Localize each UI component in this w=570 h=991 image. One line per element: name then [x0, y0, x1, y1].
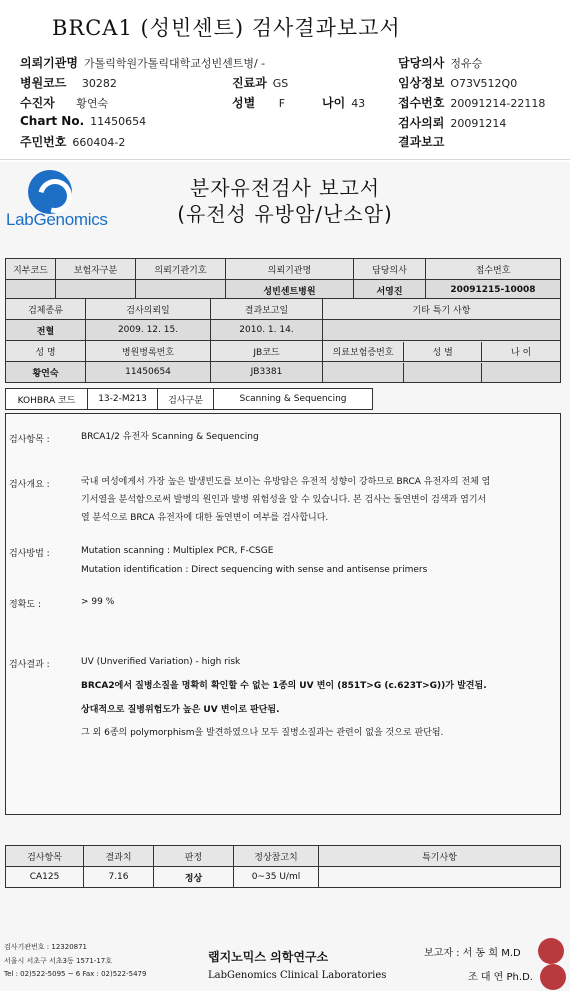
table-row: 황연숙 11450654 JB3381 — [6, 362, 561, 383]
report-subtitle: (유전성 유방암/난소암) — [177, 202, 393, 226]
table-row: 성빈센트병원 서영진 20091215-10008 — [6, 280, 561, 301]
lab-name-en: LabGenomics Clinical Laboratories — [208, 970, 387, 981]
table-row: 지부코드 보험자구분 의뢰기관기호 의뢰기관명 담당의사 접수번호 — [6, 259, 561, 280]
result-line-1: UV (Unverified Variation) - high risk — [81, 657, 241, 667]
result-line-4: 그 외 6종의 polymorphism을 발견하였으나 모두 질병소질과는 관련이 없을 것으로 판단됨. — [81, 728, 444, 738]
lab-phone: Tel : 02)522-5095 ~ 6 Fax : 02)522-5479 — [4, 970, 147, 978]
field-age: 나이 43 — [322, 96, 366, 110]
field-sex: 성별 F — [232, 96, 286, 110]
page-title: BRCA1 (성빈센트) 검사결과보고서 — [52, 16, 401, 40]
logo-text: LabGenomics — [6, 210, 108, 229]
field-clinical-info: 임상정보 O73V512Q0 — [398, 76, 518, 90]
field-result-report: 결과보고 — [398, 135, 445, 149]
report-header — [0, 0, 570, 160]
field-request-date: 검사의뢰 20091214 — [398, 116, 507, 130]
report-title: 분자유전검사 보고서 — [189, 176, 381, 200]
table-row: KOHBRA 코드 13-2-M213 검사구분 Scanning & Sequencing — [6, 389, 373, 410]
table-row: 검체종류 검사의뢰일 결과보고일 기타 특기 사항 — [6, 299, 561, 320]
result-label: 검사결과 : — [9, 660, 50, 670]
field-chart-no: Chart No. 11450654 — [20, 114, 147, 128]
method-line-2: Mutation identification : Direct sequencing with sense and antisense primers — [81, 565, 428, 575]
overview-line-1: 국내 여성에게서 가장 높은 발생빈도를 보이는 유방암은 유전적 성향이 강하므로 BRCA 유전자의 전체 염 — [81, 477, 491, 487]
method-line-1: Mutation scanning : Multiplex PCR, F-CSGE — [81, 546, 274, 556]
test-item-label: 검사항목 : — [9, 435, 50, 445]
table-row: CA125 7.16 정상 0~35 U/ml — [6, 867, 561, 888]
field-receipt-no: 접수번호 20091214-22118 — [398, 96, 546, 110]
reporter-signature: 보고자 : 서 동 희 M.D — [424, 948, 521, 959]
lab-license-no: 검사기관번호 : 12320871 — [4, 943, 88, 951]
labgenomics-logo — [6, 168, 108, 238]
table-row: 검사항목 결과치 판정 정상참고치 특기사항 — [6, 846, 561, 867]
result-line-3: 상대적으로 질병위험도가 높은 UV 변이로 판단됨. — [81, 705, 280, 715]
specimen-table — [5, 298, 561, 383]
table-row: 성 명 병원병록번호 JB코드 의료보험증번호 성 별 나 이 — [6, 341, 561, 362]
logo-icon — [28, 170, 72, 214]
field-department: 진료과 GS — [232, 76, 289, 90]
info-table — [5, 258, 561, 301]
test-item-text: BRCA1/2 유전자 Scanning & Sequencing — [81, 432, 259, 442]
accuracy-label: 정확도 : — [9, 600, 41, 610]
table-row: 전혈 2009. 12. 15. 2010. 1. 14. — [6, 320, 561, 341]
field-hospital-code: 병원코드 30282 — [20, 76, 117, 90]
director-signature: 조 대 연 Ph.D. — [468, 972, 533, 983]
result-line-2: BRCA2에서 질병소질을 명확히 확인할 수 없는 1종의 UV 변이 (851T>G (c.623T>G))가 발견됨. — [81, 681, 487, 691]
overview-label: 검사개요 : — [9, 480, 50, 490]
field-patient: 수진자 황연숙 — [20, 96, 109, 110]
ca125-table — [5, 845, 561, 888]
kohbra-table — [5, 388, 373, 410]
overview-line-2: 기서열을 분석함으로써 발병의 원인과 발병 위험성을 알 수 있습니다. 본 검사는 돌연변이 검색과 염기서 — [81, 495, 487, 505]
seal-stamp-icon-2 — [540, 964, 566, 990]
lab-address: 서울시 서초구 서초3동 1571-17호 — [4, 957, 112, 965]
lab-name: 랩지노믹스 의학연구소 — [208, 950, 329, 964]
field-institution: 의뢰기관명 가톨릭학원가톨릭대학교성빈센트병/ - — [20, 56, 266, 70]
seal-stamp-icon — [538, 938, 564, 964]
accuracy-value: > 99 % — [81, 597, 115, 607]
method-label: 검사방법 : — [9, 549, 50, 559]
field-resident-no: 주민번호 660404-2 — [20, 135, 126, 149]
field-doctor: 담당의사 정유승 — [398, 56, 483, 70]
overview-line-3: 열 분석으로 BRCA 유전자에 대한 돌연변이 여부를 검사합니다. — [81, 513, 329, 523]
